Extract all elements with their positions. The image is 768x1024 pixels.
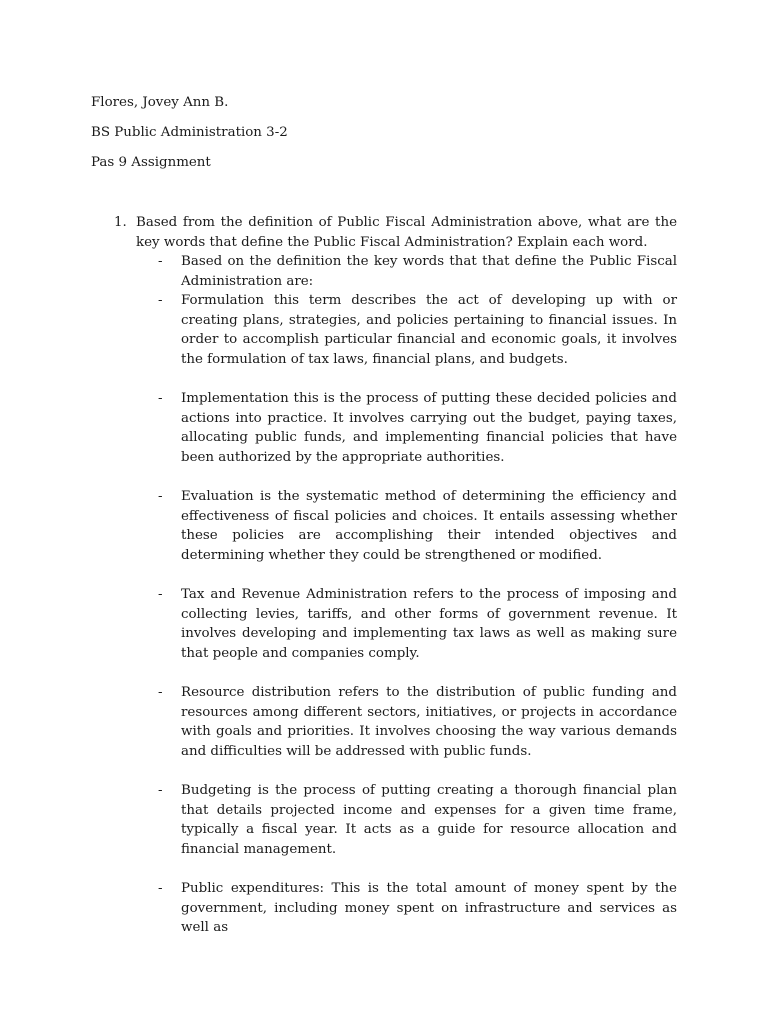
list-item-text: Public expenditures: This is the total amount of money spent by the government, including money spent on infrastructure and services as well as — [181, 881, 677, 936]
dash-marker: - — [158, 489, 163, 505]
list-item-text: Tax and Revenue Administration refers to the process of imposing and collecting levies, tariffs, and other forms of government revenue. It involves developing and implementing tax laws as well as making sure that people and companies comply. — [181, 587, 677, 661]
question-item — [114, 213, 677, 252]
list-item — [158, 585, 677, 663]
list-item-text: Implementation this is the process of putting these decided policies and actions into practice. It involves carrying out the budget, paying taxes, allocating public funds, and implementing financial policies that have been authorized by the appropriate authorities. — [181, 391, 677, 465]
dash-marker: - — [158, 685, 163, 701]
list-item-text: Budgeting is the process of putting creating a thorough financial plan that details projected income and expenses for a given time frame, typically a fiscal year. It acts as a guide for resource allocation and financial management. — [181, 783, 677, 857]
list-item — [158, 252, 677, 291]
dash-marker: - — [158, 391, 163, 407]
list-item — [158, 683, 677, 761]
list-item — [158, 487, 677, 565]
list-item — [158, 291, 677, 369]
student-name: Flores, Jovey Ann B. — [91, 95, 229, 110]
list-item — [158, 389, 677, 467]
dash-marker: - — [158, 587, 163, 603]
course-section: BS Public Administration 3-2 — [91, 125, 288, 140]
question-text: Based from the definition of Public Fiscal Administration above, what are the key words that define the Public Fiscal Administration? Explain each word. — [136, 215, 677, 250]
dash-marker: - — [158, 293, 163, 309]
list-item-text: Formulation this term describes the act of developing up with or creating plans, strategies, and policies pertaining to financial issues. In order to accomplish particular financial and economic goals, it involves the formulation of tax laws, financial plans, and budgets. — [181, 293, 677, 367]
assignment-title: Pas 9 Assignment — [91, 155, 211, 170]
dash-marker: - — [158, 783, 163, 799]
list-item-text: Evaluation is the systematic method of determining the efficiency and effectiveness of fiscal policies and choices. It entails assessing whether these policies are accomplishing their intended objectives and determining whether they could be strengthened or modified. — [181, 489, 677, 563]
answer-list — [158, 252, 677, 957]
question-number: 1. — [114, 215, 127, 230]
dash-marker: - — [158, 254, 163, 269]
list-item — [158, 879, 677, 938]
list-item — [158, 781, 677, 859]
list-item-text: Based on the definition the key words that that define the Public Fiscal Administration are: — [181, 254, 677, 289]
dash-marker: - — [158, 881, 163, 896]
list-item-text: Resource distribution refers to the distribution of public funding and resources among different sectors, initiatives, or projects in accordance with goals and priorities. It involves choosing the way various demands and difficulties will be addressed with public funds. — [181, 685, 677, 759]
